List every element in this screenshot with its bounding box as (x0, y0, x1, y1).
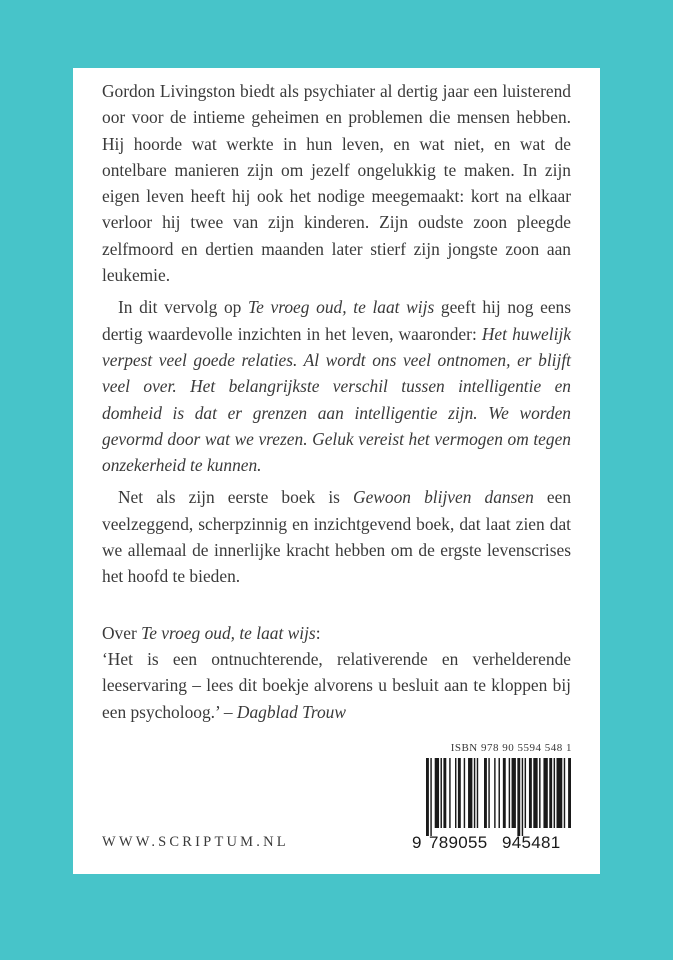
barcode-bar (509, 758, 510, 828)
barcode-bar (449, 758, 450, 828)
barcode-bar (549, 758, 552, 828)
review-source: Dagblad Trouw (236, 701, 346, 722)
barcode-bar (525, 758, 526, 828)
barcode-bar (426, 758, 429, 836)
paragraph-3-start: Net als zijn eerste boek is (118, 487, 354, 508)
barcode-bar (441, 758, 442, 828)
isbn-label: ISBN 978 90 5594 548 1 (450, 742, 572, 754)
review-quote: ‘Het is een ontnuchterende, relativerende en verhelderende leeservaring – lees dit boekje alvorens u besluit aan te kloppen bij een psycholoog.’ – Dagblad Trouw (102, 648, 571, 722)
first-book-title-italic: Gewoon blijven dansen (353, 487, 534, 508)
barcode-bar (543, 758, 547, 828)
barcode-bar (533, 758, 537, 828)
barcode-digit-prefix: 9 (412, 833, 422, 852)
back-cover-panel (73, 68, 600, 874)
barcode-bar (554, 758, 555, 828)
barcode-bar (477, 758, 478, 828)
barcode-bar (503, 758, 506, 828)
paragraph-2-start: In dit vervolg op (118, 297, 249, 318)
barcode-bar (529, 758, 532, 828)
barcode-icon (412, 758, 571, 836)
barcode-digits-left: 789055 (429, 833, 488, 852)
barcode-bar (443, 758, 446, 828)
paragraph-3-end: een veelzeggend, scherpzinnig en inzichtgevend boek, dat laat zien dat we allemaal de innerlijke kracht hebben om de ergste levenscrises het hoofd te bieden. (102, 487, 572, 587)
paragraph-2-mid: geeft hij nog eens dertig waardevolle inzichten in het leven, waaronder: (102, 297, 571, 344)
barcode-bar (430, 758, 431, 836)
barcode-bar (522, 758, 523, 836)
barcode-bar (455, 758, 456, 828)
barcode-bar (488, 758, 489, 828)
barcode-bar (539, 758, 540, 828)
barcode-bar (499, 758, 500, 828)
barcode-bar (512, 758, 516, 828)
book-title-italic: Te vroeg oud, te laat wijs (248, 297, 435, 318)
barcode-digits-right: 945481 (502, 833, 561, 852)
barcode-bar (517, 758, 520, 836)
barcode-bar (468, 758, 472, 828)
review-block (102, 620, 571, 725)
barcode-bar (494, 758, 495, 828)
description-paragraph-1: Gordon Livingston biedt als psychiater al dertig jaar een luisterend oor voor de intieme geheimen en problemen die mensen hebben. Hij hoorde wat werkte in hun leven, en wat niet, en wat de ontelbare manieren zijn om jezelf ongelukkig te maken. In zijn eigen leven heeft hij ook het nodige meegemaakt: kort na elkaar verloor hij twee van zijn kinderen. Zijn oudste zoon pleegde zelfmoord en dertien maanden later stierf zijn jongste zoon aan leukemie. (102, 81, 571, 286)
barcode-bar (564, 758, 565, 828)
description-paragraph-2 (102, 294, 571, 478)
barcode-bar (464, 758, 465, 828)
barcode-bar (484, 758, 487, 828)
review-heading: Over Te vroeg oud, te laat wijs: (102, 622, 321, 643)
barcode-bar (568, 758, 571, 828)
barcode-bar (458, 758, 461, 828)
barcode-bar (435, 758, 439, 828)
insights-quotes: Het huwelijk verpest veel goede relaties. Al wordt ons veel ontnomen, er blijft veel over. Het belangrijkste verschil tussen intelligentie en domheid is dat er grenzen aan intelligentie zijn. We worden gevormd door wat we vrezen. Geluk vereist het vermogen om tegen onzekerheid te kunnen. (102, 323, 571, 476)
barcode-bar (474, 758, 475, 828)
description-paragraph-3 (102, 484, 571, 589)
website-url: WWW.SCRIPTUM.NL (102, 834, 289, 850)
barcode-bar (557, 758, 563, 828)
review-book-title: Te vroeg oud, te laat wijs (141, 622, 316, 643)
